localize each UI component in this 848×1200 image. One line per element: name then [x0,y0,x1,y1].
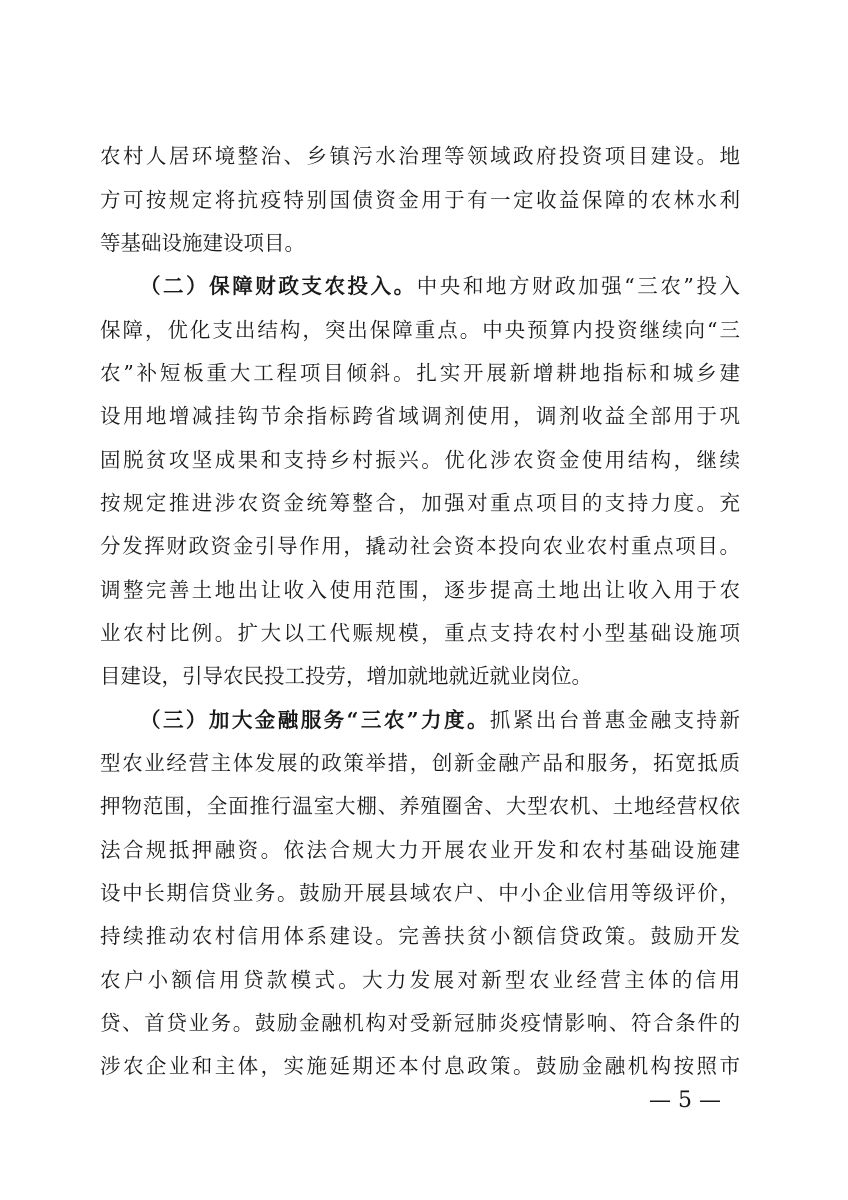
text-line: 型农业经营主体发展的政策举措，创新金融产品和服务，拓宽抵质 [100,751,740,775]
text-line: 农”补短板重大工程项目倾斜。扎实开展新增耕地指标和城乡建 [100,361,740,385]
section-3-text: 抓紧出台普惠金融支持新 [489,708,741,732]
section-2-heading: （二）保障财政支农投入。 [140,274,417,298]
text-line: 法合规抵押融资。依法合规大力开展农业开发和农村基础设施建 [100,838,740,862]
section-2-first-line [140,266,740,306]
section-3-first-line [140,700,740,740]
text-line: 农村人居环境整治、乡镇污水治理等领域政府投资项目建设。地 [100,144,740,168]
text-line: 按规定推进涉农资金统筹整合，加强对重点项目的支持力度。充 [100,491,740,515]
text-line: 设用地增减挂钩节余指标跨省域调剂使用，调剂收益全部用于巩 [100,404,740,428]
text-line: 保障，优化支出结构，突出保障重点。中央预算内投资继续向“三 [100,318,740,342]
text-line: 业农村比例。扩大以工代赈规模，重点支持农村小型基础设施项 [100,621,740,645]
text-line: 贷、首贷业务。鼓励金融机构对受新冠肺炎疫情影响、符合条件的 [100,1011,740,1035]
section-3-heading: （三）加大金融服务“三农”力度。 [140,708,490,732]
text-line: 固脱贫攻坚成果和支持乡村振兴。优化涉农资金使用结构，继续 [100,448,740,472]
text-line: 等基础设施建设项目。 [100,231,305,255]
text-line: 分发挥财政资金引导作用，撬动社会资本投向农业农村重点项目。 [100,534,740,558]
section-2-text: 中央和地方财政加强“三农”投入 [416,274,741,298]
text-line: 设中长期信贷业务。鼓励开展县域农户、中小企业信用等级评价， [100,881,740,905]
text-line: 目建设，引导农民投工投劳，增加就地就近就业岗位。 [100,664,592,688]
text-line: 方可按规定将抗疫特别国债资金用于有一定收益保障的农林水利 [100,188,740,212]
text-line: 涉农企业和主体，实施延期还本付息政策。鼓励金融机构按照市 [100,1054,740,1078]
text-line: 农户小额信用贷款模式。大力发展对新型农业经营主体的信用 [100,968,740,992]
page-number: — 5 — [649,1088,721,1113]
text-line: 调整完善土地出让收入使用范围，逐步提高土地出让收入用于农 [100,578,740,602]
text-line: 持续推动农村信用体系建设。完善扶贫小额信贷政策。鼓励开发 [100,924,740,948]
text-line: 押物范围，全面推行温室大棚、养殖圈舍、大型农机、土地经营权依 [100,794,740,818]
